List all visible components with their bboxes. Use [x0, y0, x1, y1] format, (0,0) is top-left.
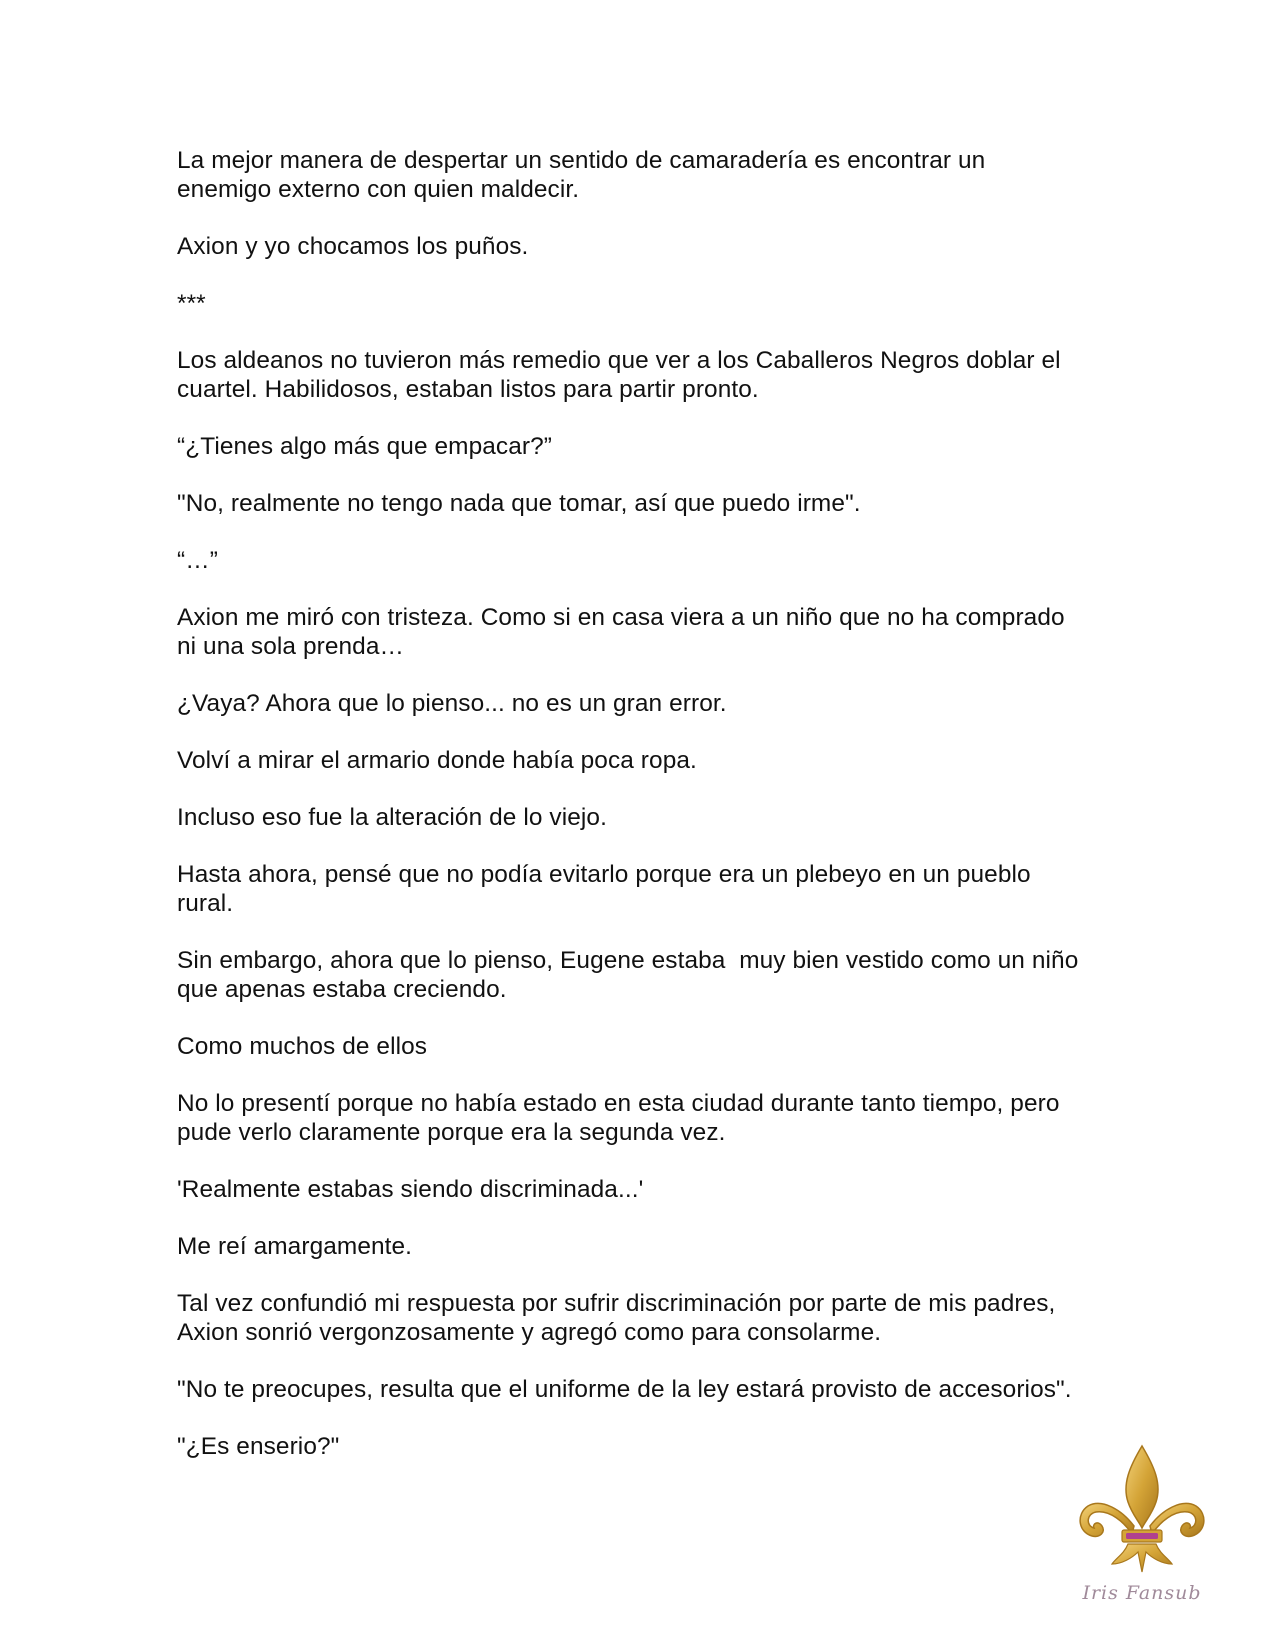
paragraph: ¿Vaya? Ahora que lo pienso... no es un gran error. [177, 690, 727, 717]
scene-break: *** [177, 290, 206, 317]
paragraph: Sin embargo, ahora que lo pienso, Eugene estaba muy bien vestido como un niño que apenas estaba creciendo. [177, 947, 1079, 1003]
dialogue-line: "¿Es enserio?" [177, 1433, 340, 1460]
paragraph: Incluso eso fue la alteración de lo viejo. [177, 804, 607, 831]
dialogue-line: "No, realmente no tengo nada que tomar, así que puedo irme". [177, 490, 861, 517]
paragraph: Los aldeanos no tuvieron más remedio que ver a los Caballeros Negros doblar el cuartel. Habilidosos, estaban listos para partir pronto. [177, 347, 1061, 403]
paragraph: Volví a mirar el armario donde había poca ropa. [177, 747, 697, 774]
paragraph: No lo presentí porque no había estado en esta ciudad durante tanto tiempo, pero pude verlo claramente porque era la segunda vez. [177, 1090, 1060, 1146]
dialogue-line: “¿Tienes algo más que empacar?” [177, 433, 552, 460]
dialogue-line: “…” [177, 547, 218, 574]
dialogue-line: 'Realmente estabas siendo discriminada...' [177, 1176, 644, 1203]
paragraph: Axion y yo chocamos los puños. [177, 233, 529, 260]
fleur-de-lis-icon [1072, 1440, 1212, 1580]
paragraph: Como muchos de ellos [177, 1033, 428, 1060]
paragraph: La mejor manera de despertar un sentido de camaradería es encontrar un enemigo externo con quien maldecir. [177, 147, 986, 203]
watermark-caption: Iris Fansub [1082, 1582, 1202, 1604]
paragraph: Hasta ahora, pensé que no podía evitarlo porque era un plebeyo en un pueblo rural. [177, 861, 1031, 917]
watermark-logo [1072, 1440, 1212, 1620]
paragraph: Axion me miró con tristeza. Como si en casa viera a un niño que no ha comprado ni una sola prenda… [177, 604, 1065, 660]
document-body [177, 146, 1107, 1489]
dialogue-line: "No te preocupes, resulta que el uniforme de la ley estará provisto de accesorios". [177, 1376, 1072, 1403]
paragraph: Me reí amargamente. [177, 1233, 413, 1260]
paragraph: Tal vez confundió mi respuesta por sufrir discriminación por parte de mis padres, Axion sonrió vergonzosamente y agregó como para consolarme. [177, 1290, 1056, 1346]
